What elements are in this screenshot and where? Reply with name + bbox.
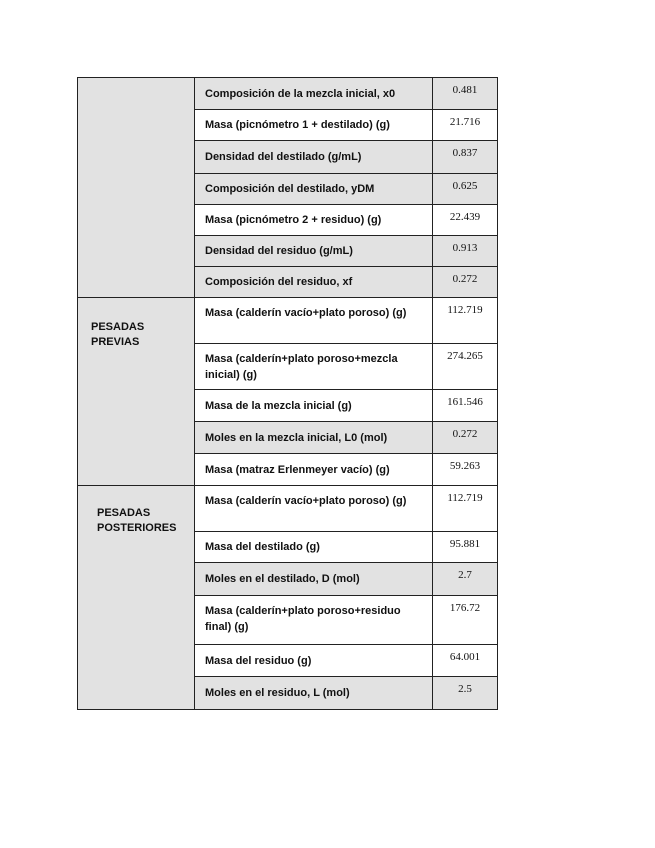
group-label: PESADAS PREVIAS xyxy=(91,321,145,348)
row-label: Masa (calderín vacío+plato poroso) (g) xyxy=(195,298,433,344)
row-value: 2.5 xyxy=(433,677,498,710)
group-cell-measurements xyxy=(78,78,195,298)
row-label: Masa (calderín vacío+plato poroso) (g) xyxy=(195,486,433,532)
row-value: 0.481 xyxy=(433,78,498,110)
row-label: Moles en el destilado, D (mol) xyxy=(195,563,433,596)
row-value: 95.881 xyxy=(433,532,498,563)
row-value: 64.001 xyxy=(433,645,498,677)
row-label: Composición del residuo, xf xyxy=(195,267,433,298)
group-cell-pesadas-previas xyxy=(78,298,195,486)
row-value: 2.7 xyxy=(433,563,498,596)
group-cell-pesadas-posteriores xyxy=(78,486,195,710)
row-value: 0.272 xyxy=(433,267,498,298)
row-label: Densidad del destilado (g/mL) xyxy=(195,141,433,174)
row-value: 22.439 xyxy=(433,205,498,236)
table-row xyxy=(78,486,498,532)
table-row xyxy=(78,78,498,110)
row-label: Composición del destilado, yDM xyxy=(195,174,433,205)
row-label: Densidad del residuo (g/mL) xyxy=(195,236,433,267)
row-label: Masa (picnómetro 1 + destilado) (g) xyxy=(195,110,433,141)
row-label: Masa (matraz Erlenmeyer vacío) (g) xyxy=(195,454,433,486)
row-value: 112.719 xyxy=(433,486,498,532)
row-value: 112.719 xyxy=(433,298,498,344)
row-label: Moles en el residuo, L (mol) xyxy=(195,677,433,710)
row-value: 176.72 xyxy=(433,596,498,645)
row-value: 0.913 xyxy=(433,236,498,267)
row-value: 59.263 xyxy=(433,454,498,486)
row-label: Composición de la mezcla inicial, x0 xyxy=(195,78,433,110)
group-label: PESADAS POSTERIORES xyxy=(97,507,177,534)
row-value: 0.625 xyxy=(433,174,498,205)
row-value: 161.546 xyxy=(433,390,498,422)
results-table xyxy=(77,77,498,710)
row-label: Masa (picnómetro 2 + residuo) (g) xyxy=(195,205,433,236)
row-value: 0.272 xyxy=(433,422,498,454)
row-label: Masa (calderín+plato poroso+mezcla inicial) (g) xyxy=(195,344,433,390)
table-row xyxy=(78,298,498,344)
row-label: Masa del residuo (g) xyxy=(195,645,433,677)
row-label: Moles en la mezcla inicial, L0 (mol) xyxy=(195,422,433,454)
row-label: Masa (calderín+plato poroso+residuo final) (g) xyxy=(195,596,433,645)
row-value: 21.716 xyxy=(433,110,498,141)
row-value: 274.265 xyxy=(433,344,498,390)
row-label: Masa de la mezcla inicial (g) xyxy=(195,390,433,422)
row-value: 0.837 xyxy=(433,141,498,174)
row-label: Masa del destilado (g) xyxy=(195,532,433,563)
